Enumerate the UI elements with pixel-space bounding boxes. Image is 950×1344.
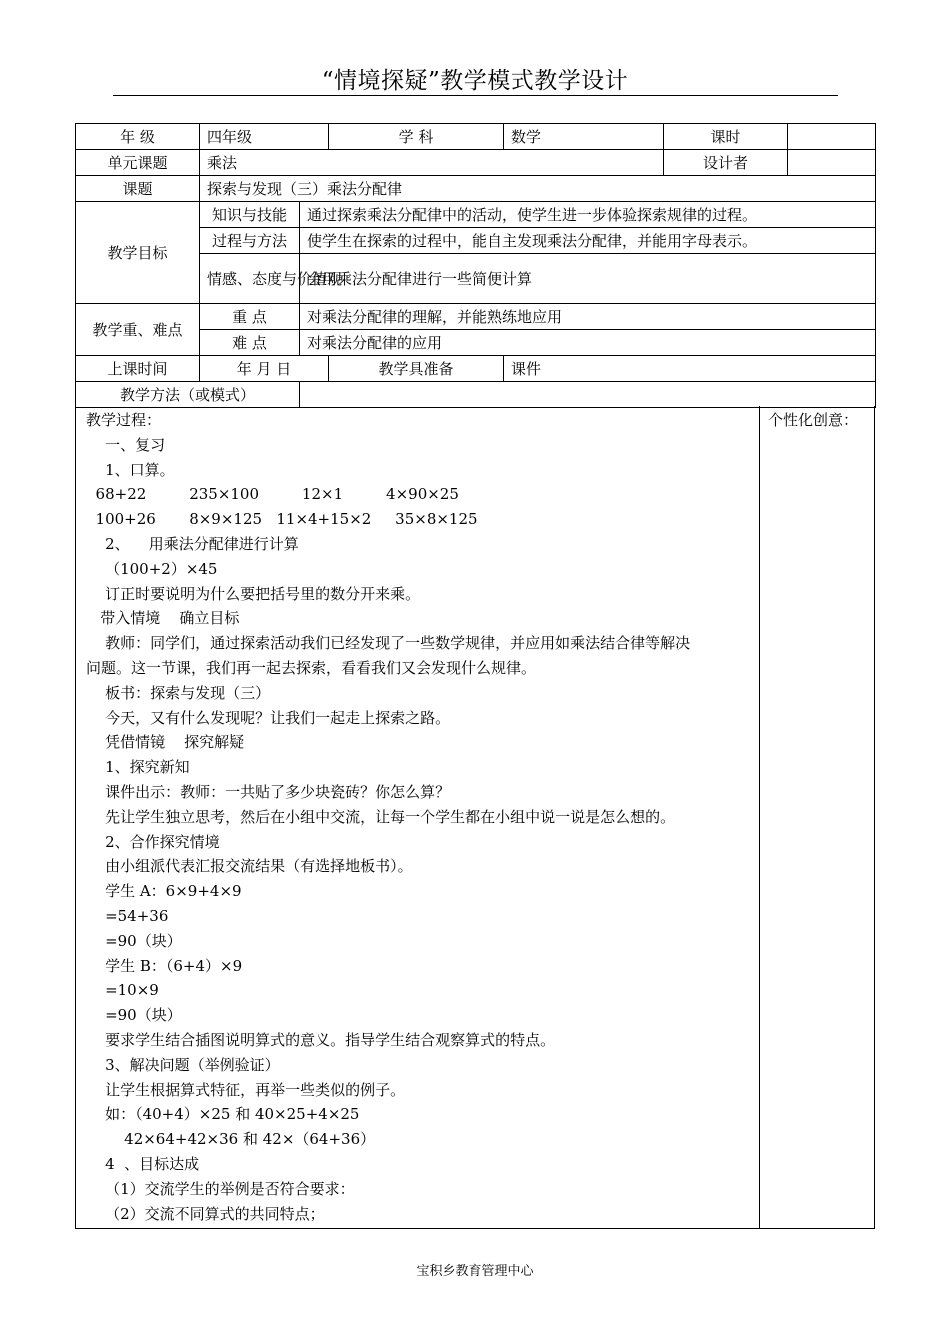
grade-value: 四年级 xyxy=(200,124,329,150)
unit-label: 单元课题 xyxy=(76,150,200,176)
process-line: 板书：探索与发现（三） xyxy=(86,683,271,702)
creative-label: 个性化创意： xyxy=(768,411,859,429)
process-line: 学生 B：（6+4）×9 xyxy=(86,956,243,975)
process-line: 如：（40+4）×25 和 40×25+4×25 xyxy=(86,1105,360,1124)
lesson-info-table xyxy=(75,123,876,408)
grade-label: 年 级 xyxy=(76,124,200,150)
process-line: 2、合作探究情境 xyxy=(86,832,220,851)
process-line: （2）交流不同算式的共同特点； xyxy=(86,1204,325,1223)
process-line: 1、口算。 xyxy=(86,460,175,479)
process-line: 凭借情镜 探究解疑 xyxy=(86,733,245,752)
process-line: 学生 A：6×9+4×9 xyxy=(86,882,242,901)
process-line: =90（块） xyxy=(86,931,182,950)
creative-column xyxy=(760,406,876,1228)
teaching-method-label: 教学方法（或模式） xyxy=(76,382,300,408)
period-label: 课时 xyxy=(664,124,788,150)
goal-process-value: 使学生在探索的过程中，能自主发现乘法分配律，并能用字母表示。 xyxy=(300,228,876,254)
topic-value: 探索与发现（三）乘法分配律 xyxy=(200,176,876,202)
process-line: 68+22 235×100 12×1 4×90×25 xyxy=(86,485,459,504)
title-underline xyxy=(113,95,838,96)
process-line: 一、复习 xyxy=(86,435,166,454)
process-line: 带入情境 确立目标 xyxy=(86,609,240,628)
process-line: 42×64+42×36 和 42×（64+36） xyxy=(86,1130,376,1149)
goal-knowledge-value: 通过探索乘法分配律中的活动，使学生进一步体验探索规律的过程。 xyxy=(300,202,876,228)
process-line: =10×9 xyxy=(86,981,159,1000)
topic-label: 课题 xyxy=(76,176,200,202)
teaching-process-column xyxy=(76,406,760,1228)
period-value xyxy=(788,124,876,150)
goal-emotion-value: 会用乘法分配律进行一些简便计算 xyxy=(300,254,876,304)
process-line: 由小组派代表汇报交流结果（有选择地板书）。 xyxy=(86,857,413,876)
teaching-goals-label: 教学目标 xyxy=(76,202,200,304)
process-line: 订正时要说明为什么要把括号里的数分开来乘。 xyxy=(86,584,421,603)
process-line: =54+36 xyxy=(86,906,169,925)
teaching-prep-label: 教学具准备 xyxy=(329,356,504,382)
class-time-value: 年 月 日 xyxy=(200,356,329,382)
teaching-method-value xyxy=(300,382,876,408)
document-title: “情境探疑”教学模式教学设计 xyxy=(321,68,629,94)
goal-process-label: 过程与方法 xyxy=(200,228,300,254)
process-line: 教学过程： xyxy=(86,411,162,429)
subject-label: 学 科 xyxy=(329,124,504,150)
designer-label: 设计者 xyxy=(664,150,788,176)
difficult-point-value: 对乘法分配律的应用 xyxy=(300,330,876,356)
process-line: 教师：同学们，通过探索活动我们已经发现了一些数学规律，并应用如乘法结合律等解决 xyxy=(86,634,691,653)
designer-value xyxy=(788,150,876,176)
key-difficult-label: 教学重、难点 xyxy=(76,304,200,356)
unit-value: 乘法 xyxy=(200,150,664,176)
process-line: 今天，又有什么发现呢？让我们一起走上探索之路。 xyxy=(86,708,451,727)
key-point-label: 重 点 xyxy=(200,304,300,330)
teaching-process-text xyxy=(86,408,758,1226)
process-line: 3、解决问题（举例验证） xyxy=(86,1055,280,1074)
difficult-point-label: 难 点 xyxy=(200,330,300,356)
goal-knowledge-label: 知识与技能 xyxy=(200,202,300,228)
process-line: 让学生根据算式特征，再举一些类似的例子。 xyxy=(86,1080,406,1099)
process-line: 2、 用乘法分配律进行计算 xyxy=(86,534,299,553)
key-point-value: 对乘法分配律的理解，并能熟练地应用 xyxy=(300,304,876,330)
process-line: 1、探究新知 xyxy=(86,758,190,777)
process-line: 问题。这一节课，我们再一起去探索，看看我们又会发现什么规律。 xyxy=(86,658,537,677)
footer-org-name: 宝积乡教育管理中心 xyxy=(416,1264,534,1279)
process-line: =90（块） xyxy=(86,1006,182,1025)
process-line: 先让学生独立思考，然后在小组中交流，让每一个学生都在小组中说一说是怎么想的。 xyxy=(86,807,676,826)
process-line: 课件出示：教师：一共贴了多少块瓷砖？你怎么算？ xyxy=(86,782,451,801)
teaching-process-box xyxy=(75,406,875,1229)
process-line: 4 、目标达成 xyxy=(86,1154,200,1173)
class-time-label: 上课时间 xyxy=(76,356,200,382)
teaching-prep-value: 课件 xyxy=(504,356,876,382)
goal-emotion-label: 情感、态度与价值观 xyxy=(200,254,300,304)
process-line: 要求学生结合插图说明算式的意义。指导学生结合观察算式的特点。 xyxy=(86,1030,556,1049)
subject-value: 数学 xyxy=(504,124,664,150)
process-line: 100+26 8×9×125 11×4+15×2 35×8×125 xyxy=(86,510,478,529)
process-line: （1）交流学生的举例是否符合要求： xyxy=(86,1179,355,1198)
process-line: （100+2）×45 xyxy=(86,559,218,578)
